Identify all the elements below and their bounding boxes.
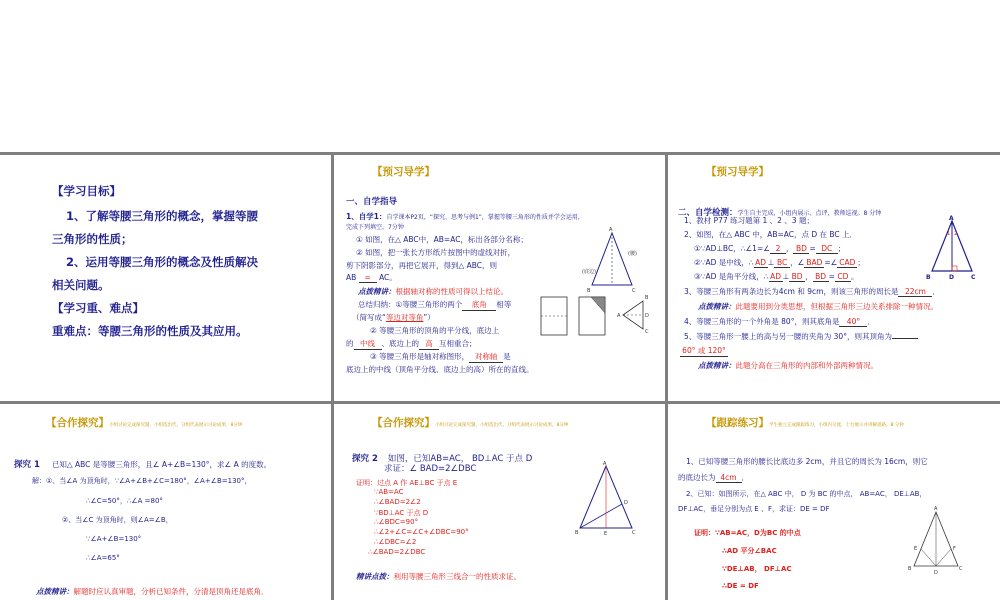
practice-1-a: 1、已知等腰三角形的腰长比底边多 2cm，并且它的周长为 16cm，则它 xyxy=(686,457,928,466)
question-2-b: 剪下阴影部分，再把它展开，得到△ ABC，则 xyxy=(346,261,498,270)
solution-3: ②、当∠C 为顶角时，则∠A=∠B， xyxy=(62,516,173,524)
triangle-de-df-figure xyxy=(908,504,964,576)
item-2: 2、如图，在△ ABC 中，AB=AC，点 D 在 BC 上． xyxy=(684,230,858,239)
tip-line-2: 点拨精讲：此题分高在三角形的内部和外部两种情况。 xyxy=(698,361,878,370)
slide-title-line: 【跟踪练习】学生独立完成跟踪练习，小组内交流，上台展示并讲解思路。8 分钟 xyxy=(706,417,904,429)
proof-line-7: ∴∠DBC=∠2 xyxy=(374,538,417,546)
label-d: D xyxy=(645,313,649,319)
item-5: 5、等腰三角形一腰上的高与另一腰的夹角为 30°，则其顶角为 xyxy=(684,331,918,342)
goal-title: 【学习目标】 xyxy=(52,184,121,198)
self-study-text: 自学课本P2页，“探究、思考与例1”，掌握等腰三角形的性质并学会运用， xyxy=(386,214,584,221)
label-f: F xyxy=(953,546,956,552)
key-points-body: 重难点：等腰三角形的性质及其应用。 xyxy=(52,324,248,338)
question-2-c: AB = AC。 xyxy=(346,273,397,282)
solution-1: 解：①、当∠A 为顶角时，∵∠A+∠B+∠C=180°，∠A+∠B=130°， xyxy=(32,477,252,485)
label-b: B xyxy=(645,295,649,301)
solution-2: ∴∠C=50°，∴∠A =80° xyxy=(86,497,163,505)
proof-line-8: ∴∠BAD=2∠DBC xyxy=(368,548,426,556)
slide-cooperative-inquiry-1[interactable] xyxy=(0,404,331,600)
property-2-b: 的 中线 、底边上的 高 互相重合； xyxy=(346,339,477,348)
label-a: A xyxy=(609,227,613,233)
slide-title-line: 【合作探究】小组讨论完成探究题，小组选出代，分组代表展示讨论成果，8分钟 xyxy=(372,417,569,429)
item-4: 4、等腰三角形的一个外角是 80°，则其底角是 40° ． xyxy=(684,317,875,326)
slide-title-line: 【合作探究】小组讨论完成探究题，小组选出代，分组代表展示讨论成果，8分钟 xyxy=(46,417,243,429)
item-2-c2: ②∵AD 是中线，∴ AD ⊥ BC ，∠ BAD =∠ CAD ； xyxy=(694,258,865,267)
label-c: C xyxy=(632,288,636,294)
triangle-proof-figure xyxy=(574,460,644,536)
label-a: A xyxy=(934,506,938,512)
label-b: B xyxy=(926,274,931,281)
label-a: A xyxy=(617,313,621,319)
proof-line-2: ∴AD 平分∠BAC xyxy=(722,547,777,555)
proof-line-1: 证明：过点 A 作 AE⊥BC 于点 E xyxy=(356,479,458,487)
self-study-line xyxy=(346,211,584,222)
folded-paper-figure xyxy=(539,285,661,341)
answer-ab-ac: = xyxy=(359,273,377,283)
question-1: ① 如图，在△ ABC中，AB=AC，标出各部分名称； xyxy=(356,235,528,244)
question-line: 探究 1 已知△ ABC 是等腰三角形，且∠ A+∠B=130°，求∠ A 的度数。 xyxy=(14,460,272,470)
property-3-b: 底边上的中线（顶角平分线、底边上的高）所在的直线。 xyxy=(346,365,534,374)
practice-2-a: 2、已知：如图所示，在△ ABC 中， D 为 BC 的中点， AB=AC， DE⊥AB， xyxy=(686,490,927,498)
practice-1-b: 的底边长为 4cm ． xyxy=(678,473,749,482)
tip-line: 精讲点拨：利用等腰三角形三线合一的性质求证。 xyxy=(356,572,521,581)
tip-line: 点拨精讲：解题时应认真审题，分析已知条件，分清是顶角还是底角． xyxy=(36,587,269,596)
slide-preview-guide-1[interactable] xyxy=(334,155,665,401)
triangle-abc-figure xyxy=(926,215,978,281)
tip-line-1: 点拨精讲：根据轴对称的性质可得以上结论。 xyxy=(358,287,508,296)
label-b: B xyxy=(575,530,579,536)
item-2-c1: ①∵AD⊥BC，∴∠1=∠ 2 ， BD = DC ； xyxy=(694,244,846,253)
label-b: B xyxy=(908,566,912,572)
label-e: E xyxy=(914,546,918,552)
label-base: (底边) xyxy=(582,269,596,275)
key-points-title: 【学习重、难点】 xyxy=(52,301,144,315)
question-2: ② 如图，把一张长方形纸片按图中的虚线对折， xyxy=(356,248,516,257)
label-d: D xyxy=(949,274,954,281)
goal-2-line-1: 2、运用等腰三角形的概念及性质解决 xyxy=(66,255,258,269)
label-d: D xyxy=(624,500,628,506)
slide-title: 【预习导学】 xyxy=(706,166,769,178)
proof-line-3: ∵DE⊥AB， DF⊥AC xyxy=(722,565,792,573)
label-d: D xyxy=(934,570,938,576)
proof-line-4: ∴DE = DF xyxy=(722,582,759,590)
section-title: 一、自学指导 xyxy=(346,197,398,207)
self-study-label: 1、自学1： xyxy=(346,212,387,221)
label-e: E xyxy=(604,531,608,536)
label-b: B xyxy=(587,288,591,294)
item-1: 1、教材 P77 练习题第 1 、2 、3 题； xyxy=(684,216,814,225)
tip-line-1: 点拨精讲：此题要用到分类思想，但根据三角形三边关系排除一种情况。 xyxy=(698,302,938,311)
proof-line-3: ∴∠BAD=2∠2 xyxy=(374,498,421,506)
summary-1: 总结归纳：①等腰三角形的两个 底角 相等 xyxy=(358,300,512,309)
top-blank-area xyxy=(0,0,1000,152)
solution-4: ∵∠A+∠B=130° xyxy=(86,535,142,543)
practice-2-b: DF⊥AC，垂足分别为点 E 、F，求证：DE = DF xyxy=(678,505,830,513)
label-a: A xyxy=(949,215,954,222)
section-title-line: 二、自学检测：学生自主完成，小组内展示、点评，教师巡视。8 分钟 xyxy=(678,208,882,218)
property-3: ③ 等腰三角形是轴对称图形， 对称轴 是 xyxy=(370,352,511,361)
goal-1-line-2: 三角形的性质； xyxy=(52,232,133,246)
item-3: 3、等腰三角形有两条边长为4cm 和 9cm，则该三角形的周长是 22cm ． xyxy=(684,287,940,296)
question-line: 探究 2 如图，已知AB=AC， BD⊥AC 于点 D xyxy=(352,454,533,464)
proof-line-5: ∴∠BDC=90° xyxy=(374,518,419,526)
label-a: A xyxy=(603,461,607,467)
label-2: 2 xyxy=(954,231,958,237)
label-c: C xyxy=(959,566,963,572)
label-c: C xyxy=(632,530,636,536)
label-c: C xyxy=(971,274,976,281)
summary-1-b: （简写成“等边对等角”） xyxy=(352,313,435,322)
label-waist: (腰) xyxy=(628,251,637,257)
slide-cooperative-inquiry-2[interactable] xyxy=(334,404,665,600)
self-study-text-2: 完成下列填空。7分钟 xyxy=(346,224,404,231)
slide-follow-up-practice[interactable] xyxy=(668,404,1000,600)
slide-title: 【预习导学】 xyxy=(372,166,435,178)
proof-line-4: ∵BD⊥AC 于点 D xyxy=(374,509,429,517)
label-c: C xyxy=(645,329,649,335)
property-2: ② 等腰三角形的顶角的平分线，底边上 xyxy=(370,326,500,335)
proof-line-1: 证明：∵AB=AC，D为BC 的中点 xyxy=(694,529,801,537)
solution-5: ∴∠A=65° xyxy=(86,554,120,562)
proof-line-6: ∴∠2+∠C=∠C+∠DBC=90° xyxy=(374,528,469,536)
goal-2-line-2: 相关问题。 xyxy=(52,278,110,292)
slide-preview-guide-2[interactable] xyxy=(668,155,1000,401)
question-line-2: 求证：∠ BAD=2∠DBC xyxy=(384,464,477,474)
label-1: 1 xyxy=(947,231,951,237)
proof-line-2: ∵AB=AC xyxy=(374,488,404,496)
item-2-c3: ③∵AD 是角平分线，∴ AD ⊥ BD ， BD = CD 。 xyxy=(694,272,859,281)
slide-learning-goals[interactable] xyxy=(0,155,331,401)
goal-1-line-1: 1、了解等腰三角形的概念，掌握等腰 xyxy=(66,209,258,223)
item-5-answer: 60° 或 120° xyxy=(680,345,728,357)
